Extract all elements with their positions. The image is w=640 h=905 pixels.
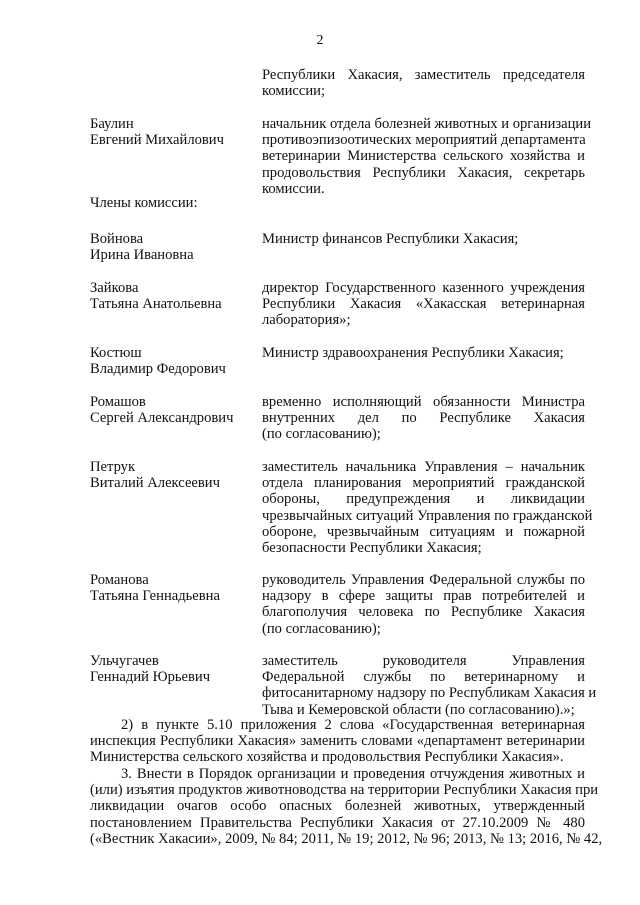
desc-line: Министр здравоохранения Республики Хакасия; [262, 345, 564, 361]
paragraph-line: (или) изъятия продуктов животноводства на территории Республики Хакасия при [90, 782, 599, 799]
desc-line: благополучия человека по Республике Хакасия [262, 604, 585, 621]
amendment-paragraph [90, 717, 585, 766]
given-names: Евгений Михайлович [90, 132, 224, 149]
desc-line: лаборатория»; [262, 312, 351, 329]
desc-line: комиссии. [262, 180, 325, 197]
surname: Костюш [90, 345, 142, 361]
desc-line: начальник отдела болезней животных и организации [262, 116, 592, 132]
surname: Романова [90, 572, 149, 588]
page-number: 2 [316, 33, 324, 48]
paragraph-line: постановлением Правительства Республики Хакасия от 27.10.2009 № 480 [90, 814, 585, 831]
desc-line: (по согласованию); [262, 426, 381, 443]
desc-line: обороне, чрезвычайным ситуациям и пожарной [262, 523, 585, 540]
desc-line: Республики Хакасия, заместитель председателя [262, 67, 585, 83]
member-position [262, 653, 597, 718]
desc-line: Республики Хакасия «Хакасская ветеринарная [262, 296, 585, 313]
surname: Ульчугачев [90, 653, 159, 669]
member-name [90, 345, 260, 377]
given-names: Владимир Федорович [90, 361, 226, 378]
member-name [90, 653, 260, 685]
member-position [262, 459, 593, 557]
desc-line: отдела планирования мероприятий гражданской [262, 475, 585, 492]
paragraph-line: ликвидации очагов особо опасных болезней животных, утвержденный [90, 798, 585, 815]
desc-line: руководитель Управления Федеральной службы по [262, 572, 585, 588]
member-name [90, 280, 260, 312]
paragraph-line: 3. Внести в Порядок организации и проведения отчуждения животных и [121, 766, 585, 782]
given-names: Татьяна Анатольевна [90, 296, 222, 313]
desc-line: директор Государственного казенного учреждения [262, 280, 585, 296]
desc-line: надзору в сфере защиты прав потребителей и [262, 588, 585, 605]
given-names: Татьяна Геннадьевна [90, 588, 220, 605]
desc-line: фитосанитарному надзору по Республикам Хакасия и [262, 685, 597, 702]
surname: Ромашов [90, 394, 146, 410]
member-name [90, 116, 260, 148]
member-name [90, 572, 260, 604]
member-position [262, 280, 585, 329]
given-names: Геннадий Юрьевич [90, 669, 211, 686]
surname: Баулин [90, 116, 134, 132]
member-position [262, 231, 585, 247]
surname: Петрук [90, 459, 136, 475]
desc-line: Министр финансов Республики Хакасия; [262, 231, 519, 247]
given-names: Ирина Ивановна [90, 247, 194, 264]
members-heading: Члены комиссии: [90, 195, 198, 211]
desc-line: чрезвычайных ситуаций Управления по гражданской [262, 507, 593, 524]
given-names: Сергей Александрович [90, 410, 234, 427]
paragraph-line: 2) в пункте 5.10 приложения 2 слова «Государственная ветеринарная [121, 717, 585, 733]
desc-line: ветеринарии Министерства сельского хозяйства и [262, 148, 585, 165]
member-name [90, 459, 260, 491]
desc-line: (по согласованию); [262, 620, 381, 637]
desc-line: Тыва и Кемеровской области (по согласованию).»; [262, 701, 575, 718]
desc-line: комиссии; [262, 83, 326, 100]
desc-line: заместитель начальника Управления – начальник [262, 459, 585, 475]
desc-line: Федеральной службы по ветеринарному и [262, 669, 585, 686]
desc-line: внутренних дел по Республике Хакасия [262, 410, 585, 427]
desc-line: временно исполняющий обязанности Министра [262, 394, 585, 410]
desc-line: противоэпизоотических мероприятий департамента [262, 132, 586, 149]
desc-line: безопасности Республики Хакасия; [262, 540, 482, 557]
surname: Войнова [90, 231, 144, 247]
paragraph-line: Министерства сельского хозяйства и продовольствия Республики Хакасия». [90, 749, 564, 766]
paragraph-line: («Вестник Хакасии», 2009, № 84; 2011, № 19; 2012, № 96; 2013, № 13; 2016, № 42, [90, 830, 603, 847]
member-name [90, 394, 260, 426]
member-name [90, 231, 260, 263]
paragraph-line: инспекция Республики Хакасия» заменить словами «департамент ветеринарии [90, 733, 585, 750]
member-position [262, 345, 585, 361]
desc-line: заместитель руководителя Управления [262, 653, 585, 669]
member-position [262, 572, 585, 637]
surname: Зайкова [90, 280, 139, 296]
desc-line: продовольствия Республики Хакасия, секретарь [262, 164, 585, 181]
given-names: Виталий Алексеевич [90, 475, 220, 492]
continuation-description [262, 67, 585, 99]
desc-line: обороны, предупреждения и ликвидации [262, 491, 585, 508]
amendment-paragraph [90, 766, 603, 847]
member-position [262, 394, 585, 443]
member-position [262, 116, 592, 197]
